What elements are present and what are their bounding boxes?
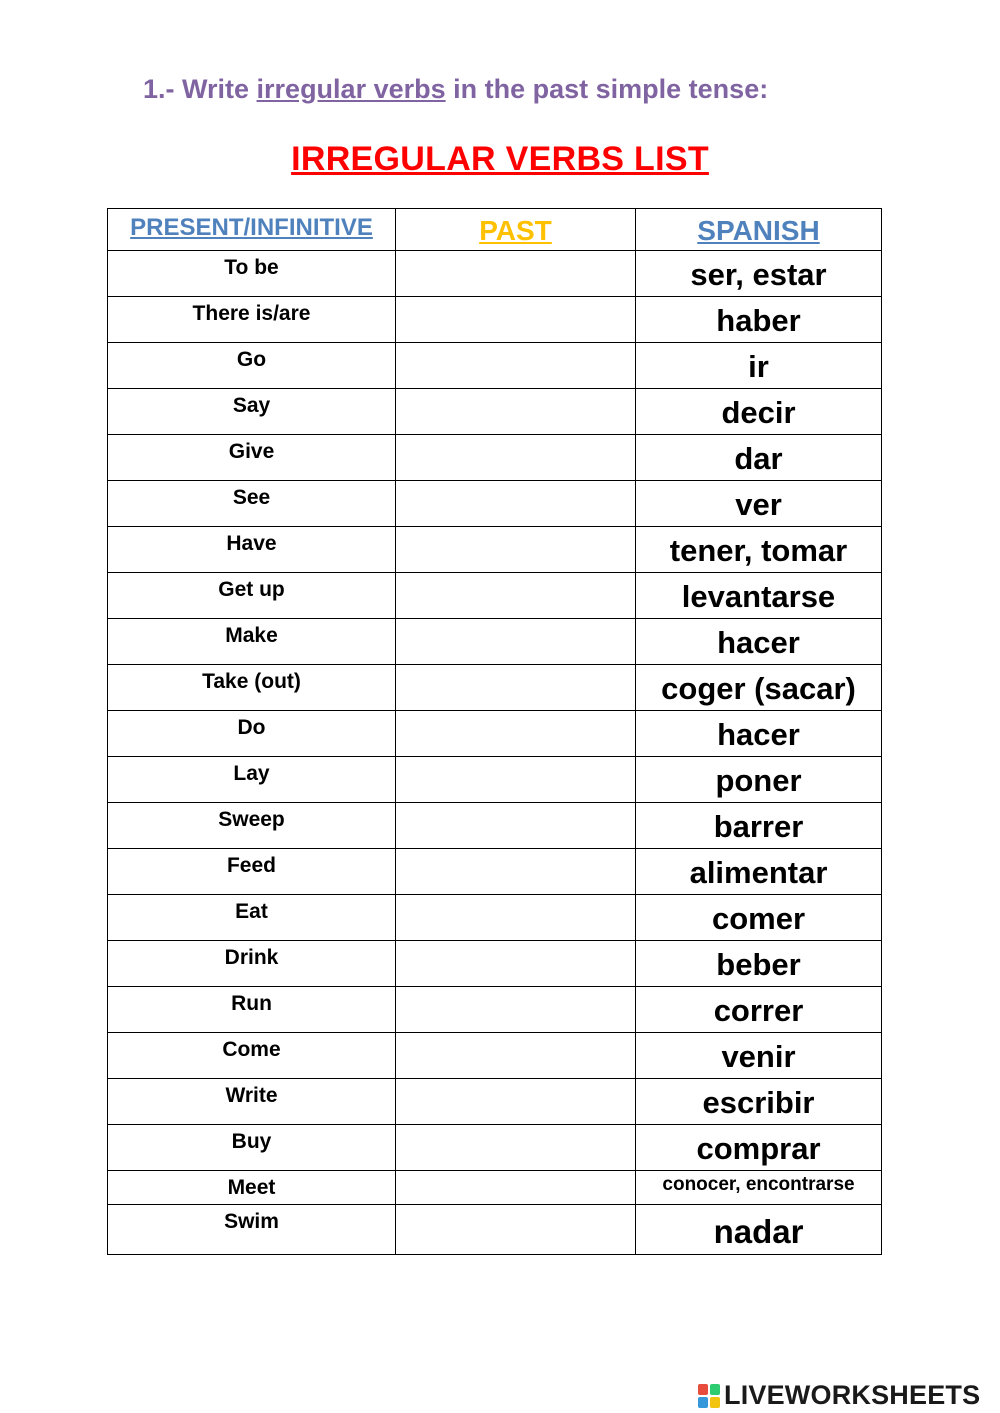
past-answer[interactable] (396, 435, 635, 480)
table-row (108, 987, 882, 1033)
spanish-translation: comer (711, 901, 806, 936)
present-verb: Run (231, 992, 272, 1015)
header-present-cell (108, 209, 396, 251)
past-answer[interactable] (396, 343, 635, 388)
past-answer-cell[interactable] (396, 343, 636, 389)
present-verb: Do (237, 716, 266, 739)
present-cell (108, 343, 396, 389)
instruction-prefix: 1.- Write (143, 74, 257, 104)
present-verb: Swim (224, 1210, 279, 1233)
past-answer-cell[interactable] (396, 757, 636, 803)
present-cell (108, 711, 396, 757)
table-row (108, 757, 882, 803)
spanish-translation: hacer (717, 717, 800, 752)
spanish-cell (636, 435, 882, 481)
spanish-cell (636, 757, 882, 803)
present-verb: Have (226, 532, 277, 555)
present-cell (108, 619, 396, 665)
present-verb: Meet (227, 1176, 276, 1199)
table-header-row (108, 209, 882, 251)
spanish-cell (636, 1205, 882, 1255)
present-verb: Sweep (218, 808, 285, 831)
present-verb: Say (232, 394, 271, 417)
past-answer-cell[interactable] (396, 527, 636, 573)
past-answer[interactable] (396, 941, 635, 986)
liveworksheets-logo (698, 1380, 980, 1411)
past-answer[interactable] (396, 757, 635, 802)
spanish-translation: levantarse (681, 579, 836, 614)
past-answer[interactable] (396, 389, 635, 434)
present-cell (108, 665, 396, 711)
past-answer-cell[interactable] (396, 297, 636, 343)
present-cell (108, 297, 396, 343)
table-row (108, 1205, 882, 1255)
spanish-translation: decir (721, 395, 796, 430)
spanish-cell (636, 665, 882, 711)
past-answer-cell[interactable] (396, 435, 636, 481)
present-verb: Take (out) (202, 670, 301, 693)
past-answer-cell[interactable] (396, 803, 636, 849)
past-answer-cell[interactable] (396, 251, 636, 297)
table-row (108, 527, 882, 573)
present-verb: Write (225, 1084, 278, 1107)
present-cell (108, 1079, 396, 1125)
table-row (108, 895, 882, 941)
spanish-cell (636, 1125, 882, 1171)
past-answer-cell[interactable] (396, 941, 636, 987)
table-row (108, 1125, 882, 1171)
present-cell (108, 1171, 396, 1205)
header-past: PAST (479, 215, 552, 246)
table-row (108, 481, 882, 527)
spanish-cell (636, 1033, 882, 1079)
present-verb: There is/are (192, 302, 311, 325)
table-row (108, 941, 882, 987)
spanish-translation: correr (713, 993, 804, 1028)
past-answer[interactable] (396, 1205, 635, 1254)
spanish-translation: tener, tomar (669, 533, 848, 568)
present-cell (108, 1033, 396, 1079)
present-cell (108, 895, 396, 941)
spanish-translation: barrer (713, 809, 804, 844)
logo-square-blue (698, 1397, 708, 1408)
past-answer[interactable] (396, 895, 635, 940)
spanish-cell (636, 1171, 882, 1205)
table-row (108, 251, 882, 297)
present-verb: Make (225, 624, 278, 647)
table-row (108, 389, 882, 435)
table-row (108, 849, 882, 895)
present-cell (108, 389, 396, 435)
table-row (108, 435, 882, 481)
spanish-cell (636, 297, 882, 343)
past-answer[interactable] (396, 251, 635, 296)
table-row (108, 1033, 882, 1079)
past-answer-cell[interactable] (396, 1171, 636, 1205)
spanish-cell (636, 389, 882, 435)
spanish-translation: venir (721, 1039, 796, 1074)
past-answer-cell[interactable] (396, 1125, 636, 1171)
present-cell (108, 987, 396, 1033)
present-verb: Come (222, 1038, 281, 1061)
present-verb: To be (224, 256, 279, 279)
past-answer[interactable] (396, 1125, 635, 1170)
instruction-text (143, 74, 768, 105)
present-cell (108, 435, 396, 481)
past-answer-cell[interactable] (396, 1205, 636, 1255)
past-answer[interactable] (396, 711, 635, 756)
past-answer-cell[interactable] (396, 895, 636, 941)
spanish-translation: hacer (717, 625, 800, 660)
present-cell (108, 803, 396, 849)
spanish-cell (636, 1079, 882, 1125)
spanish-cell (636, 527, 882, 573)
past-answer-cell[interactable] (396, 481, 636, 527)
past-answer[interactable] (396, 573, 635, 618)
present-cell (108, 251, 396, 297)
spanish-translation: ir (748, 349, 769, 384)
table-row (108, 1079, 882, 1125)
spanish-translation: dar (734, 441, 783, 476)
past-answer-cell[interactable] (396, 665, 636, 711)
table-row (108, 573, 882, 619)
spanish-cell (636, 343, 882, 389)
spanish-cell (636, 573, 882, 619)
past-answer-cell[interactable] (396, 849, 636, 895)
spanish-translation: beber (716, 947, 801, 982)
past-answer[interactable] (396, 849, 635, 894)
logo-text: LIVEWORKSHEETS (724, 1380, 981, 1410)
header-present: PRESENT/INFINITIVE (130, 214, 373, 241)
table-row (108, 711, 882, 757)
table-row (108, 297, 882, 343)
spanish-translation: haber (716, 303, 801, 338)
present-cell (108, 573, 396, 619)
spanish-translation: conocer, encontrarse (662, 1174, 855, 1195)
table-row (108, 619, 882, 665)
table-row (108, 1171, 882, 1205)
past-answer-cell[interactable] (396, 1079, 636, 1125)
present-verb: Get up (218, 578, 285, 601)
table-row (108, 803, 882, 849)
present-cell (108, 1125, 396, 1171)
past-answer-cell[interactable] (396, 987, 636, 1033)
header-past-cell (396, 209, 636, 251)
spanish-cell (636, 619, 882, 665)
liveworksheets-logo-icon (698, 1384, 720, 1408)
logo-square-yellow (710, 1397, 720, 1408)
past-answer[interactable] (396, 1033, 635, 1078)
past-answer-cell[interactable] (396, 573, 636, 619)
present-verb: Feed (226, 854, 276, 877)
spanish-translation: comprar (696, 1131, 821, 1166)
past-answer[interactable] (396, 481, 635, 526)
present-cell (108, 849, 396, 895)
past-answer[interactable] (396, 619, 635, 664)
present-cell (108, 757, 396, 803)
present-cell (108, 481, 396, 527)
present-verb: Lay (233, 762, 270, 785)
present-verb: Go (236, 348, 267, 371)
past-answer-cell[interactable] (396, 1033, 636, 1079)
spanish-cell (636, 711, 882, 757)
past-answer[interactable] (396, 987, 635, 1032)
present-cell (108, 527, 396, 573)
present-verb: See (232, 486, 271, 509)
past-answer[interactable] (396, 297, 635, 342)
past-answer-cell[interactable] (396, 389, 636, 435)
present-verb: Give (228, 440, 275, 463)
past-answer[interactable] (396, 527, 635, 572)
logo-square-red (698, 1384, 708, 1395)
past-answer[interactable] (396, 1079, 635, 1124)
verbs-table (107, 208, 882, 1255)
spanish-translation: ver (735, 487, 782, 522)
spanish-translation: alimentar (689, 855, 828, 890)
spanish-cell (636, 803, 882, 849)
past-answer-cell[interactable] (396, 711, 636, 757)
spanish-cell (636, 987, 882, 1033)
logo-square-green (710, 1384, 720, 1395)
page-title: IRREGULAR VERBS LIST (291, 140, 709, 178)
past-answer-cell[interactable] (396, 619, 636, 665)
spanish-cell (636, 251, 882, 297)
present-verb: Buy (231, 1130, 272, 1153)
present-cell (108, 941, 396, 987)
spanish-translation: poner (715, 763, 802, 798)
table-row (108, 343, 882, 389)
past-answer[interactable] (396, 1171, 635, 1204)
spanish-translation: nadar (713, 1213, 804, 1250)
past-answer[interactable] (396, 803, 635, 848)
spanish-cell (636, 481, 882, 527)
past-answer[interactable] (396, 665, 635, 710)
spanish-cell (636, 895, 882, 941)
table-row (108, 665, 882, 711)
instruction-suffix: in the past simple tense: (445, 74, 769, 104)
spanish-cell (636, 941, 882, 987)
present-verb: Drink (224, 946, 279, 969)
instruction-underlined: irregular verbs (256, 74, 446, 104)
header-spanish: SPANISH (697, 215, 820, 246)
spanish-translation: ser, estar (690, 257, 827, 292)
present-cell (108, 1205, 396, 1255)
spanish-cell (636, 849, 882, 895)
spanish-translation: escribir (702, 1085, 815, 1120)
header-spanish-cell (636, 209, 882, 251)
present-verb: Eat (235, 900, 268, 923)
spanish-translation: coger (sacar) (661, 671, 856, 706)
